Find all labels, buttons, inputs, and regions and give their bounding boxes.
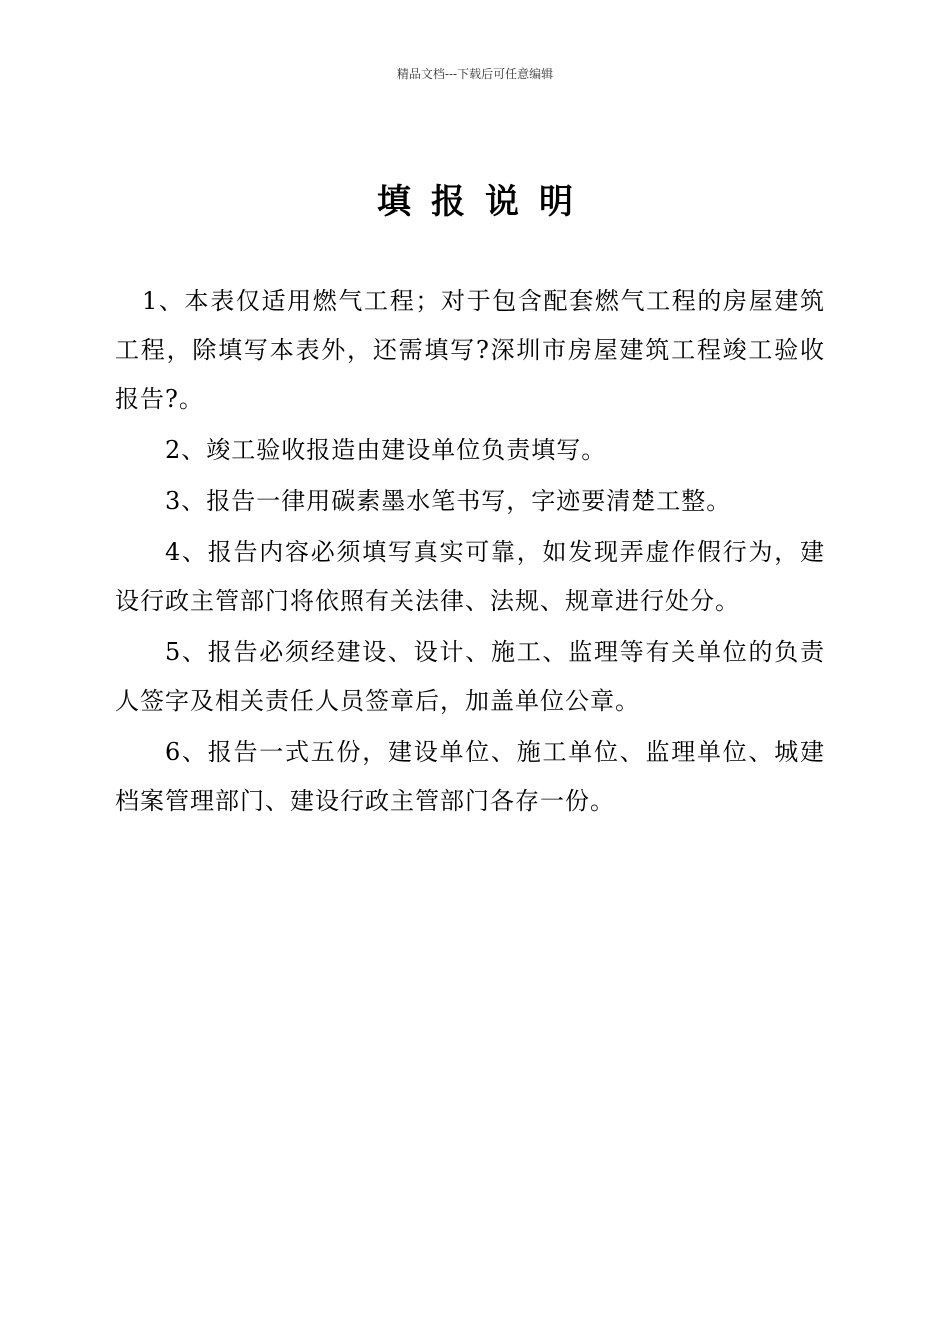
instructions-body [115,277,825,828]
instruction-paragraph-6: 6、报告一式五份，建设单位、施工单位、监理单位、城建档案管理部门、建设行政主管部门各存一份。 [115,738,825,815]
instruction-paragraph-4: 4、报告内容必须填写真实可靠，如发现弄虚作假行为，建设行政主管部门将依照有关法律、法规、规章进行处分。 [115,538,825,615]
instruction-paragraph-1: 1、本表仅适用燃气工程；对于包含配套燃气工程的房屋建筑工程，除填写本表外，还需填写?深圳市房屋建筑工程竣工验收报告?。 [115,287,825,413]
instruction-paragraph-2: 2、竣工验收报造由建设单位负责填写。 [165,436,607,464]
instruction-paragraph-3: 3、报告一律用碳素墨水笔书写，字迹要清楚工整。 [165,487,732,515]
page-header-note: 精品文档---下载后可任意编辑 [396,67,554,81]
document-title: 填报说明 [377,182,593,222]
instruction-paragraph-5: 5、报告必须经建设、设计、施工、监理等有关单位的负责人签字及相关责任人员签章后，加盖单位公章。 [115,638,825,715]
